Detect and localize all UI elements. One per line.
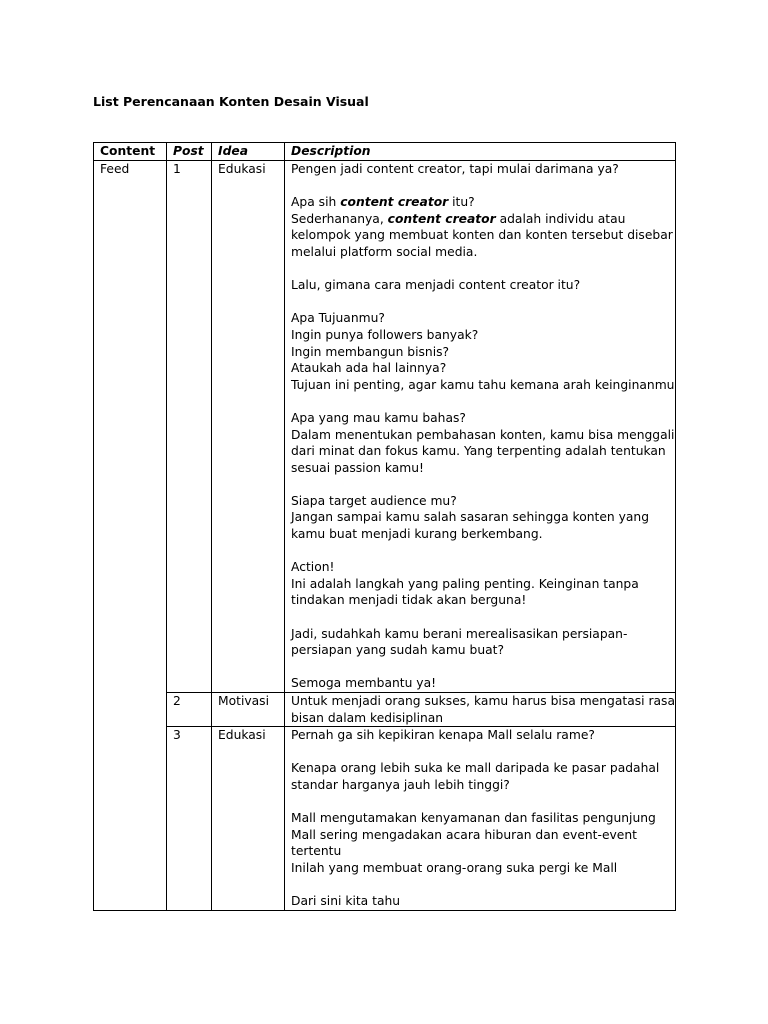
desc-line: Ini adalah langkah yang paling penting. Keinginan tanpa bbox=[291, 576, 639, 591]
desc-line: Semoga membantu ya! bbox=[291, 676, 437, 691]
desc-line: Ingin membangun bisnis? bbox=[291, 344, 450, 359]
desc-line: persiapan yang sudah kamu buat? bbox=[291, 643, 504, 658]
desc-line: Apa yang mau kamu bahas? bbox=[291, 410, 466, 425]
desc-line: Mall sering mengadakan acara hiburan dan event-event bbox=[291, 827, 637, 842]
desc-line: Sederhananya, content creator adalah individu atau bbox=[291, 211, 626, 226]
desc-line: Dari sini kita tahu bbox=[291, 894, 401, 909]
table-header-row bbox=[94, 143, 676, 161]
desc-line: tertentu bbox=[291, 844, 342, 859]
cell-idea: Edukasi bbox=[212, 727, 285, 911]
desc-line: kelompok yang membuat konten dan konten tersebut disebar bbox=[291, 228, 673, 243]
desc-line: Lalu, gimana cara menjadi content creator itu? bbox=[291, 278, 581, 293]
table-row bbox=[94, 727, 676, 911]
desc-line: Ingin punya followers banyak? bbox=[291, 327, 479, 342]
desc-line: Pengen jadi content creator, tapi mulai darimana ya? bbox=[291, 162, 619, 176]
desc-line: Tujuan ini penting, agar kamu tahu kemana arah keinginanmu bbox=[291, 377, 675, 392]
desc-line: melalui platform social media. bbox=[291, 244, 478, 259]
desc-line: Untuk menjadi orang sukses, kamu harus bisa mengatasi rasa bbox=[291, 694, 675, 708]
table-row bbox=[94, 693, 676, 727]
cell-content: Feed bbox=[94, 161, 167, 911]
cell-description bbox=[285, 693, 676, 727]
cell-idea: Edukasi bbox=[212, 161, 285, 693]
desc-line: kamu buat menjadi kurang berkembang. bbox=[291, 527, 543, 542]
cell-description bbox=[285, 727, 676, 911]
desc-line: Apa sih content creator itu? bbox=[291, 195, 475, 210]
desc-line: Dalam menentukan pembahasan konten, kamu bisa menggali bbox=[291, 427, 675, 442]
desc-line: standar harganya jauh lebih tinggi? bbox=[291, 777, 510, 792]
desc-line: Action! bbox=[291, 560, 335, 575]
cell-post: 2 bbox=[167, 693, 212, 727]
desc-line: dari minat dan fokus kamu. Yang terpenting adalah tentukan bbox=[291, 444, 666, 459]
desc-line: bisan dalam kedisiplinan bbox=[291, 710, 444, 725]
cell-idea: Motivasi bbox=[212, 693, 285, 727]
header-post: Post bbox=[167, 143, 212, 161]
desc-line: tindakan menjadi tidak akan berguna! bbox=[291, 593, 527, 608]
cell-post: 3 bbox=[167, 727, 212, 911]
header-description: Description bbox=[285, 143, 676, 161]
desc-line: Kenapa orang lebih suka ke mall daripada ke pasar padahal bbox=[291, 761, 660, 776]
desc-line: Mall mengutamakan kenyamanan dan fasilitas pengunjung bbox=[291, 811, 656, 826]
emphasis-text: content creator bbox=[387, 211, 496, 226]
desc-line: Jadi, sudahkah kamu berani merealisasikan persiapan- bbox=[291, 626, 628, 641]
desc-line: Jangan sampai kamu salah sasaran sehingga konten yang bbox=[291, 510, 650, 525]
table-row bbox=[94, 161, 676, 693]
document-title: List Perencanaan Konten Desain Visual bbox=[93, 94, 369, 109]
header-content: Content bbox=[94, 143, 167, 161]
header-idea: Idea bbox=[212, 143, 285, 161]
desc-line: Apa Tujuanmu? bbox=[291, 311, 385, 326]
desc-line: sesuai passion kamu! bbox=[291, 460, 424, 475]
content-plan-table bbox=[93, 142, 676, 911]
desc-line: Pernah ga sih kepikiran kenapa Mall selalu rame? bbox=[291, 728, 595, 743]
emphasis-text: content creator bbox=[340, 195, 449, 210]
desc-line: Inilah yang membuat orang-orang suka pergi ke Mall bbox=[291, 860, 618, 875]
cell-description bbox=[285, 161, 676, 693]
cell-post: 1 bbox=[167, 161, 212, 693]
desc-line: Siapa target audience mu? bbox=[291, 493, 457, 508]
desc-line: Ataukah ada hal lainnya? bbox=[291, 361, 447, 376]
